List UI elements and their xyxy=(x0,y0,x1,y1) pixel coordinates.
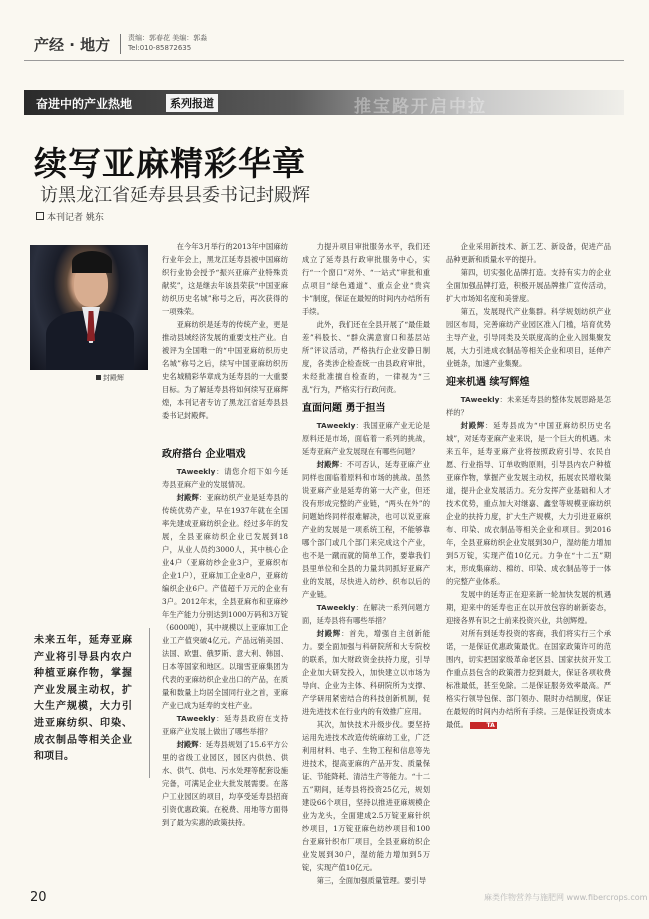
header-divider xyxy=(120,34,121,54)
pull-quote: 未来五年，延寿亚麻产业将引导县内农户种植亚麻作物，掌握产业发展主动权，扩大生产规模，大力引进亚麻纺织、印染、成衣制品等相关企业和项目。 xyxy=(34,635,132,763)
question-1: TAweekly：请您介绍下如今延寿县亚麻产业的发展情况。 xyxy=(162,467,288,489)
byline xyxy=(36,210,104,223)
portrait-photo xyxy=(30,245,148,370)
watermark: 麻类作物营养与施肥网 www.fibercrops.com xyxy=(484,893,648,902)
answer-1: 封殿辉：亚麻纺织产业是延寿县的传统优势产业，早在1937年就在全国率先建成亚麻纺织企业。经过多年的发展，全县亚麻纺织企业已发展到18户，从业人员约3000人，其中核心企业4户（亚麻纺纱企业3户，亚麻织布企业1户），亚麻加工企业8户，亚麻纺编织企业6户。产值超千万元的企业有3户。2012年末，全县亚麻布和亚麻纱年生产能力分别达到1000万码和3万锭（6000吨），其中规模以上亚麻加工企业工产值突破4亿元。产品远销美国、法国、欧盟、俄罗斯、意大利、韩国、日本等国家和地区。以瑞雪亚麻集团为代表的亚麻纺织企业出口的产品，在质量和数量上均居全国同行业之首，亚麻产业已成为延寿的支柱产业。 xyxy=(162,493,288,710)
page-header xyxy=(24,30,624,61)
column-1-bottom xyxy=(162,442,288,886)
question-5: TAweekly：未来延寿县的整体发展思路是怎样的？ xyxy=(446,395,611,417)
answer-4: 封殿辉：首先，增强自主创新能力。要全面加强与科研院所和大专院校的联系，加大财政资金扶持力度，引导企业加大研发投入，加快建立以市场为导向、企业为主体、科研院所为支撑、产学研用紧密结合的科技创新机制，促进先进技术在行业内的有效推广应用。 xyxy=(302,629,430,716)
intro-paragraph-1: 在今年3月举行的2013年中国麻纺行业年会上，黑龙江延寿县被中国麻纺织行业协会授予“振兴亚麻产业特殊贡献奖”，这是继去年该县荣获“中国亚麻纺织历史名城”称号之后，再次获得的一项殊荣。 xyxy=(162,242,288,316)
a1-label: 封殿辉 xyxy=(176,493,199,502)
answer-2: 封殿辉：延寿县规划了15.6平方公里的省级工业园区，园区内供热、供水、供气、供电、污水处理等配套设施完备，可满足企业大批发展需要。在落户工业园区的项目，均享受延寿县招商引资优惠政策。在税费、用地等方面得到了最为实惠的政策扶持。 xyxy=(162,740,288,827)
section-name: 产经 · 地方 xyxy=(34,36,111,54)
editor-credits xyxy=(128,33,207,53)
col2-paragraph-0: 力提升项目审批服务水平，我们还成立了延寿县行政审批服务中心，实行“一个窗口”对外、“一站式”审批和重点项目“绿色通道”、重点企业“贵宾卡”制度，保证在最短的时间内办结所有手续。 xyxy=(302,242,430,316)
photo-caption xyxy=(96,373,124,383)
article-subtitle: 访黑龙江省延寿县县委书记封殿辉 xyxy=(40,185,310,206)
col2-paragraph-1: 此外，我们还在全县开展了“最佳最差”科股长、“群众满意窗口和基层站所”评议活动，严格执行企业安静日制度，各类涉企检查统一由县政府审批，未经批准擅自检查的，一律视为“三乱”行为，严格实行行政问责。 xyxy=(302,320,430,394)
caption-text: 封殿辉 xyxy=(103,374,124,382)
column-2 xyxy=(302,240,430,886)
photo-hair xyxy=(72,251,112,273)
subheading-3: 迎来机遇 续写辉煌 xyxy=(446,377,530,388)
answer-5: 封殿辉：延寿县成为“中国亚麻纺织历史名城”，对延寿亚麻产业来说，是一个巨大的机遇。未来五年，延寿亚麻产业将按照政府引导、农民自愿、行业指导、订单收购原则，引导县内农户种植亚麻作物，掌握产业发展主动权，拓展农民增收渠道，提升企业发展活力。充分发挥产业基础和人才技术优势，重点加大对继嘉、鑫堂等规模亚麻纺织企业的扶持力度，扩大生产规模，大力引进亚麻织布、印染、成衣制品等相关企业和项目。到2016年，全县亚麻纺织企业发展到30户，湿纺能力增加到5万锭，实现产值10亿元。力争在“十二五”期末，形成集麻纺、棉纺、印染、成衣制品等于一体的完整产业体系。 xyxy=(446,421,611,586)
series-band xyxy=(24,90,624,115)
intro-paragraph-2: 亚麻纺织是延寿的传统产业，更是推动县域经济发展的重要支柱产业。自被评为全国唯一的“中国亚麻纺织历史名城”称号之后，续写中国亚麻纺织历史名城精彩华章成为延寿县的一大重要目标。为了解延寿县将如何续写亚麻辉煌，本刊记者专访了黑龙江省延寿县县委书记封殿辉。 xyxy=(162,320,288,420)
subheading-2: 直面问题 勇于担当 xyxy=(302,403,386,414)
col3-paragraph-2: 第四，切实强化品牌打造。支持有实力的企业全面加强品牌打造，积极开展品牌推广宣传活动，扩大市场知名度和美誉度。 xyxy=(446,268,611,303)
column-1-top xyxy=(162,240,288,440)
caption-square-icon xyxy=(96,375,101,380)
end-mark-icon: TA xyxy=(470,722,497,729)
answer-3: 封殿辉：不可否认，延寿亚麻产业同样也面临着原料和市场的挑战。虽然说亚麻产业是延寿的第一大产业，但还没有形成完整的产业链，“两头在外”的问题始终同样很难解决，也可以说亚麻产业的发展是一项系统工程，不能够靠哪个部门或几个部门来完成这个产业，也不是一蹴而就的简单工作，要靠我们县里单位和全县的力量共同抓好亚麻产业的发展，尽快进入纺纱、织布以后的产业链。 xyxy=(302,460,430,599)
col3-paragraph-1: 企业采用新技术、新工艺、新设备，促进产品品种更新和质量水平的提升。 xyxy=(446,242,611,264)
author-name: 本刊记者 姚东 xyxy=(47,213,104,223)
series-tag: 系列报道 xyxy=(166,94,218,112)
col2-paragraph-5: 其次，加快技术升级步伐。要坚持运用先进技术改造传统麻纺工业，广泛利用材料、电子、生物工程和信息等先进技术，提高亚麻的产品开发、质量保证、节能降耗、清洁生产等能力。“十二五”期间，延寿县将投资25亿元，规划建设66个项目，坚持以推进亚麻规模企业为龙头，全面建成2.5万锭亚麻针织纱项目，1万锭亚麻色纺纱项目和100台亚麻针织布厂项目，全县亚麻纺织企业发展到30户，湿纺能力增加到5万锭，实现产值10亿元。 xyxy=(302,720,430,872)
column-3 xyxy=(446,240,611,886)
subheading-1: 政府搭台 企业唱戏 xyxy=(162,449,246,460)
series-topic: 奋进中的产业热地 xyxy=(36,97,133,111)
col3-paragraph-8: 发展中的延寿正在迎来新一轮加快发展的机遇期，迎来中的延寿也正在以开放包容的崭新姿态，迎接各界有识之士前来投资兴业，共创辉煌。 xyxy=(446,590,611,625)
col3-paragraph-3: 第五，发展现代产业集群。科学规划纺织产业园区布局，完善麻纺产业园区准入门槛，培育优势主导产业，引导同类及关联度高的企业入园集聚发展，大力引进成衣制品等相关企业和项目，延伸产业链条，加速产业集聚。 xyxy=(446,307,611,368)
phone-line: Tel:010-85872635 xyxy=(128,44,192,52)
editor-line: 责编：郭春花 美编：郭淼 xyxy=(128,34,208,42)
question-2: TAweekly：延寿县政府在支持亚麻产业发展上做出了哪些举措？ xyxy=(162,714,288,736)
col2-paragraph-6: 第三，全面加强质量管理。要引导 xyxy=(316,876,427,885)
page-number: 20 xyxy=(30,890,47,905)
pull-quote-divider xyxy=(149,628,150,778)
article-title: 续写亚麻精彩华章 xyxy=(34,144,306,183)
question-3: TAweekly：我国亚麻产业无论是原料还是市场，面临着一系列的挑战，延寿亚麻产业发展现在有哪些问题？ xyxy=(302,421,430,456)
a2-label: 封殿辉 xyxy=(176,740,199,749)
q2-label: TAweekly xyxy=(176,714,216,723)
col3-paragraph-9: 对所有到延寿投资的客商，我们将实行三个承诺，一是保证优惠政策最优。在国家政策许可的范围内，切实把国家级革命老区县、国家扶贫开发工作重点县包含的政策潜力挖到最大，保证各项收费标准最低，甚至免除。二是保证服务效率最高。严格实行领导包保、部门领办、限时办结制度，保证在最短的时间内办结所有手续。三是保证投资成本最低。 TA xyxy=(446,629,611,729)
question-4: TAweekly：在解决一系列问题方面，延寿县将有哪些举措？ xyxy=(302,603,430,625)
byline-box-icon xyxy=(36,212,44,220)
q1-label: TAweekly xyxy=(176,467,216,476)
band-faded-text: 推宝路开启中拉 xyxy=(354,97,487,117)
